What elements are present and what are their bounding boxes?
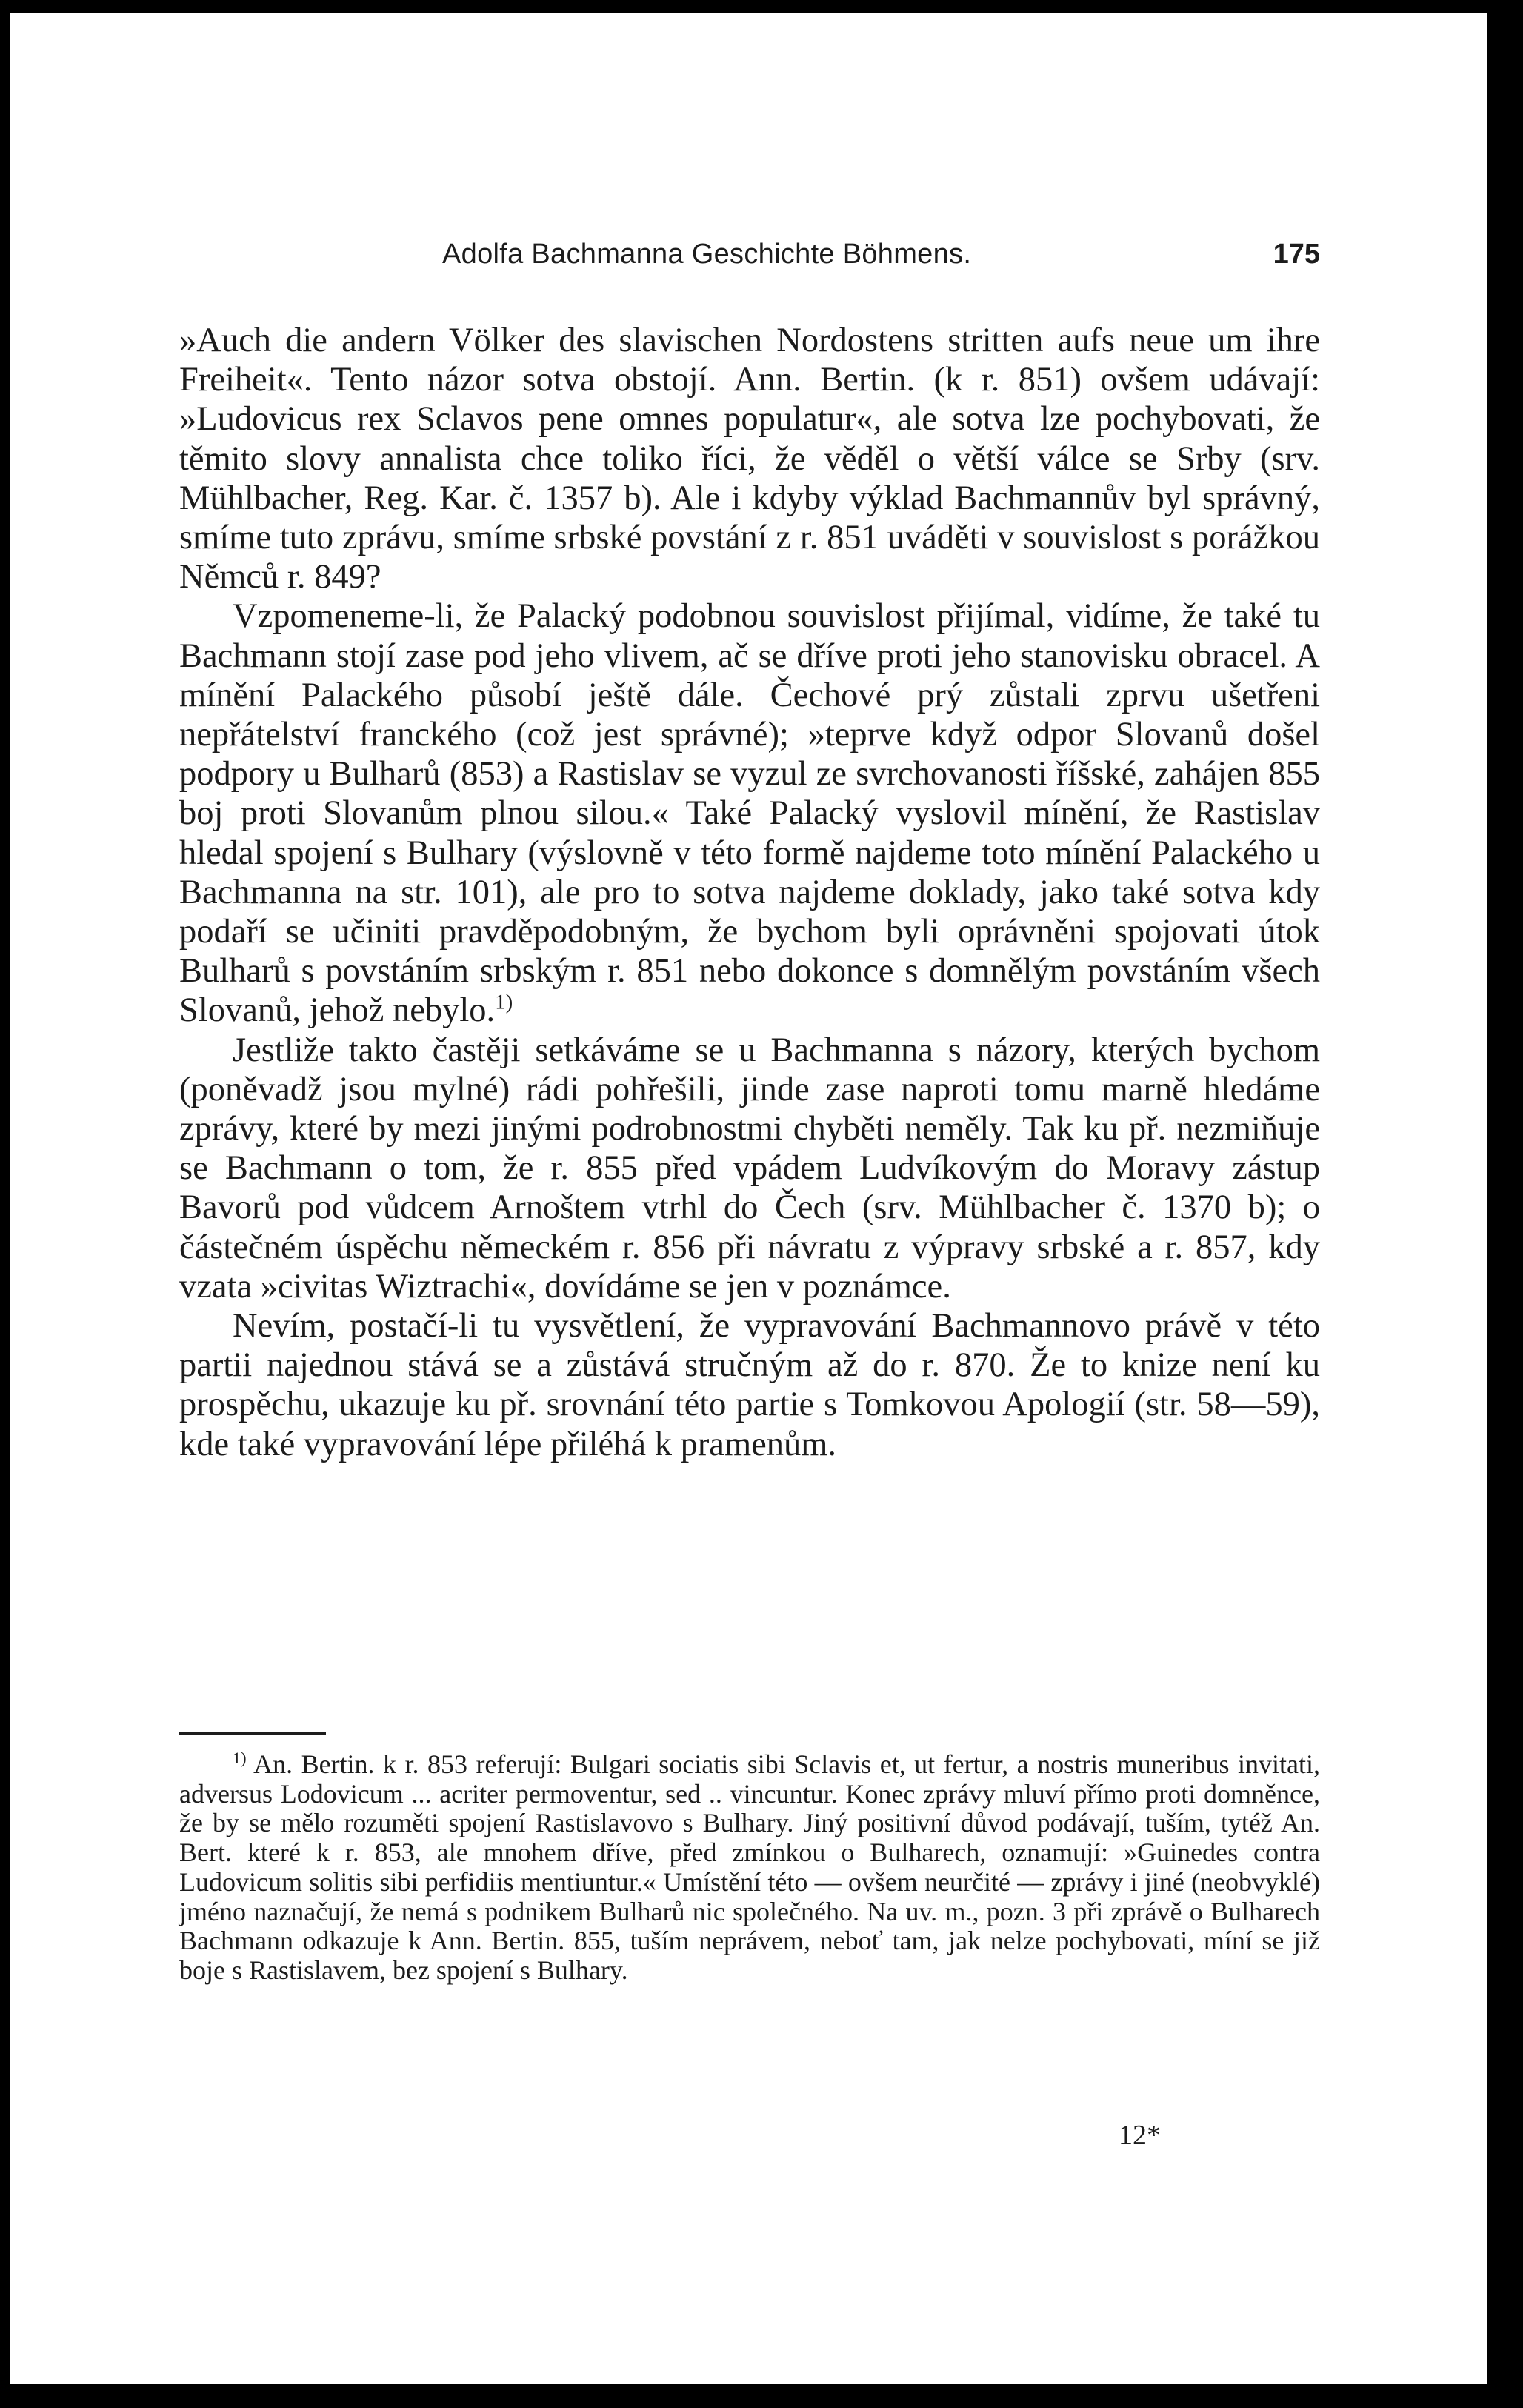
footnote-marker: 1) [233, 1749, 247, 1767]
footnote-text: An. Bertin. k r. 853 referují: Bulgari sociatis sibi Sclavis et, ut fertur, a nostris muneribus invitati, adversus Lodovicum ... acriter permoventur, sed .. vincuntur. Konec zprávy mluví přímo proti domněnce, že by se mělo rozuměti spojení Rastislavovo s Bulhary. Jiný positivní důvod podávají, tuším, tytéž An. Bert. které k r. 853, ale mnohem dříve, před zmínkou o Bulharech, oznamují: »Guinedes contra Ludovicum solitis sibi perfidiis mentiuntur.« Umístění této — ovšem neurčité — zprávy i jiné (neobvyklé) jméno naznačují, že nemá s podnikem Bulharů nic společného. Na uv. m., pozn. 3 při zprávě o Bulharech Bachmann odkazuje k Ann. Bertin. 855, tuším neprávem, neboť tam, jak nelze pochybovati, míní se již boje s Rastislavem, bez spojení s Bulhary. [179, 1749, 1321, 1985]
paragraph-3: Jestliže takto častěji setkáváme se u Bachmanna s názory, kterých bychom (poněvadž jsou mylné) rádi pohřešili, jinde zase naproti tomu marně hledáme zprávy, které by mezi jinými podrobnostmi chyběti neměly. Tak ku př. nezmiňuje se Bachmann o tom, že r. 855 před vpádem Ludvíkovým do Moravy zástup Bavorů pod vůdcem Arnoštem vtrhl do Čech (srv. Mühlbacher č. 1370 b); o částečném úspěchu německém r. 856 při návratu z výpravy srbské a r. 857, kdy vzata »civitas Wiztrachi«, dovídáme se jen v poznámce. [179, 1031, 1320, 1306]
footnote-reference: 1) [495, 990, 513, 1014]
page-header [179, 232, 1320, 276]
footnote [179, 1750, 1320, 1986]
document-page [10, 13, 1487, 2384]
footnote-rule [179, 1732, 326, 1735]
paragraph-2 [179, 596, 1320, 1030]
paragraph-4: Nevím, postačí-li tu vysvětlení, že vypravování Bachmannovo právě v této partii najednou stává se a zůstává stručným až do r. 870. Že to knize není ku prospěchu, ukazuje ku př. srovnání této partie s Tomkovou Apologií (str. 58—59), kde také vypravování lépe přiléhá k pramenům. [179, 1307, 1320, 1463]
body-text [179, 321, 1320, 1464]
paragraph-2-text: Vzpomeneme-li, že Palacký podobnou souvislost přijímal, vidíme, že také tu Bachmann stojí zase pod jeho vlivem, ač se dříve proti jeho stanovisku obracel. A mínění Palackého působí ještě dále. Čechové prý zůstali zprvu ušetřeni nepřátelství franckého (což jest správné); »teprve když odpor Slovanů došel podpory u Bulharů (853) a Rastislav se vyzul ze svrchovanosti říšské, zahájen 855 boj proti Slovanům plnou silou.« Také Palacký vyslovil mínění, že Rastislav hledal spojení s Bulhary (výslovně v této formě najdeme toto mínění Palackého u Bachmanna na str. 101), ale pro to sotva najdeme doklady, jako také sotva kdy podaří se učiniti pravděpodobným, že bychom byli oprávněni spojovati útok Bulharů s povstáním srbským r. 851 nebo dokonce s domnělým povstáním všech Slovanů, jehož nebylo. [179, 597, 1320, 1030]
signature-mark: 12* [1119, 2120, 1161, 2151]
paragraph-1: »Auch die andern Völker des slavischen Nordostens stritten aufs neue um ihre Freiheit«. Tento názor sotva obstojí. Ann. Bertin. (k r. 851) ovšem udávají: »Ludovicus rex Sclavos pene omnes populatur«, ale sotva lze pochybovati, že těmito slovy annalista chce toliko říci, že věděl o větší válce se Srby (srv. Mühlbacher, Reg. Kar. č. 1357 b). Ale i kdyby výklad Bachmannův byl správný, smíme tuto zprávu, smíme srbské povstání z r. 851 uváděti v souvislost s porážkou Němců r. 849? [179, 322, 1320, 596]
page-number: 175 [1273, 239, 1320, 270]
running-head: Adolfa Bachmanna Geschichte Böhmens. [442, 239, 972, 270]
